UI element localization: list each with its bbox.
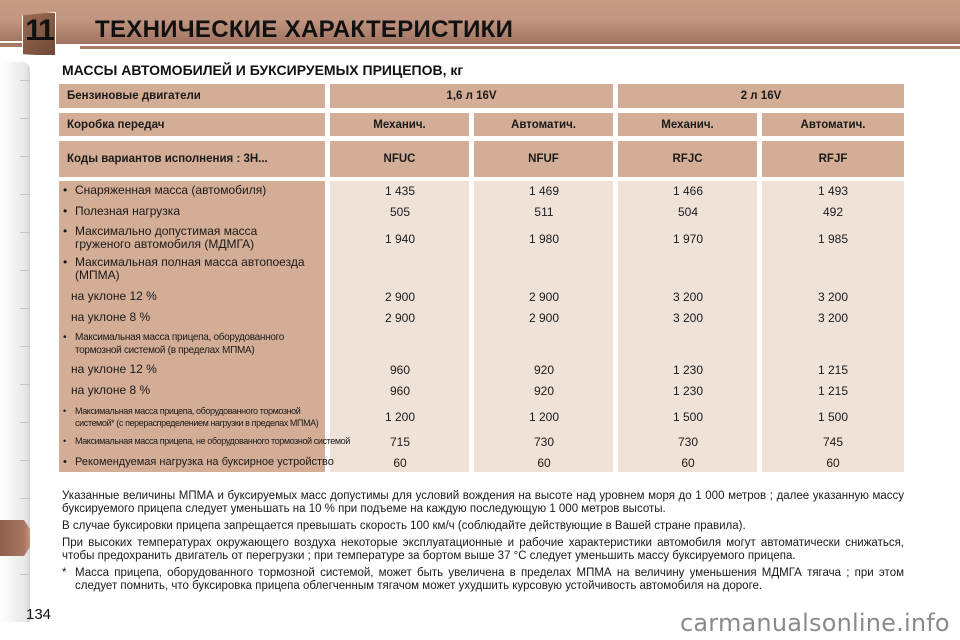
code-cell: NFUF bbox=[474, 141, 613, 177]
value-cell: 60 bbox=[537, 456, 551, 470]
footnote-mark: * bbox=[62, 567, 67, 579]
values-column-nfuc bbox=[330, 181, 469, 472]
rail-divider bbox=[20, 308, 30, 309]
row-label: • Максимальная масса прицепа, не оборудованного тормозной системой bbox=[64, 435, 350, 448]
footnote-text: Масса прицепа, оборудованного тормозной системой, может быть увеличена в пределах МПМА на величину уменьшения МДМГА тягача ; при этом следует помнить, что буксировка прицепа облегченным тягачом может ухудшить курсовую устойчивость автомобиля на дороге. bbox=[75, 567, 904, 592]
value-cell: 504 bbox=[677, 205, 699, 219]
codes-row-label: Коды вариантов исполнения : 3H... bbox=[59, 141, 325, 177]
value-cell: 730 bbox=[677, 435, 699, 449]
value-cell: 1 466 bbox=[672, 184, 704, 198]
value-cell: 3 200 bbox=[672, 290, 704, 304]
value-cell: 1 500 bbox=[672, 410, 704, 424]
value-cell: 511 bbox=[534, 205, 554, 219]
header-rule-left bbox=[0, 44, 24, 47]
gearbox-cell: Механич. bbox=[330, 113, 469, 136]
gearbox-cell: Механич. bbox=[618, 113, 757, 136]
value-cell: 1 500 bbox=[817, 410, 849, 424]
rail-divider bbox=[20, 118, 30, 119]
code-cell: RFJC bbox=[618, 141, 757, 177]
value-cell: 60 bbox=[393, 456, 407, 470]
value-cell: 3 200 bbox=[817, 311, 849, 325]
value-cell: 3 200 bbox=[672, 311, 704, 325]
value-cell: 1 230 bbox=[672, 363, 704, 377]
notes-section bbox=[62, 490, 904, 597]
row-label: на уклоне 8 % bbox=[71, 310, 151, 324]
rail-divider bbox=[20, 194, 30, 195]
section-title: МАССЫ АВТОМОБИЛЕЙ И БУКСИРУЕМЫХ ПРИЦЕПОВ, кг bbox=[62, 62, 464, 78]
value-cell: 730 bbox=[533, 435, 555, 449]
gearbox-cell: Автоматич. bbox=[474, 113, 613, 136]
row-label: на уклоне 12 % bbox=[71, 362, 157, 376]
row-label: • Максимально допустимая масса груженого автомобиля (МДМГА) bbox=[64, 225, 257, 251]
value-cell: 1 493 bbox=[817, 184, 849, 198]
gearbox-row-label: Коробка передач bbox=[59, 113, 325, 136]
gearbox-cell: Автоматич. bbox=[762, 113, 904, 136]
footnote bbox=[62, 567, 904, 593]
value-cell: 745 bbox=[822, 435, 844, 449]
value-cell: 1 970 bbox=[672, 232, 704, 246]
row-label: на уклоне 8 % bbox=[71, 383, 151, 397]
rail-divider bbox=[20, 270, 30, 271]
watermark: carmanualsonline.info bbox=[680, 609, 950, 637]
value-cell: 2 900 bbox=[528, 290, 560, 304]
rail-divider bbox=[20, 80, 30, 81]
code-cell: RFJF bbox=[762, 141, 904, 177]
page-number: 134 bbox=[26, 606, 52, 623]
chapter-tab-active-11[interactable] bbox=[0, 520, 30, 556]
header-rule-left-white bbox=[0, 41, 24, 43]
value-cell: 2 900 bbox=[384, 290, 416, 304]
values-column-nfuf bbox=[474, 181, 613, 472]
chapter-title: ТЕХНИЧЕСКИЕ ХАРАКТЕРИСТИКИ bbox=[95, 16, 514, 43]
row-label: • Максимальная масса прицепа, оборудованного тормозной системой* (с перераспределением нагрузки в пределах МПМА) bbox=[64, 405, 318, 429]
engine-16-header: 1,6 л 16V bbox=[330, 84, 613, 108]
value-cell: 2 900 bbox=[528, 311, 560, 325]
note-speed-limit: В случае буксировки прицепа запрещается превышать скорость 100 км/ч (соблюдайте действующие в Вашей стране правила). bbox=[62, 520, 746, 532]
rail-divider bbox=[20, 422, 30, 423]
value-cell: 1 200 bbox=[384, 410, 416, 424]
engine-20-header: 2 л 16V bbox=[618, 84, 904, 108]
value-cell: 960 bbox=[389, 363, 411, 377]
engine-row-label: Бензиновые двигатели bbox=[59, 84, 325, 108]
value-cell: 60 bbox=[826, 456, 840, 470]
value-cell: 920 bbox=[533, 363, 555, 377]
value-cell: 1 230 bbox=[672, 384, 704, 398]
row-label: • Полезная нагрузка bbox=[64, 205, 180, 218]
value-cell: 1 215 bbox=[817, 384, 849, 398]
row-label: • Максимальная полная масса автопоезда (МПМА) bbox=[64, 256, 305, 282]
row-label: • Рекомендуемая нагрузка на буксирное устройство bbox=[64, 456, 334, 469]
rail-divider bbox=[20, 498, 30, 499]
value-cell: 492 bbox=[822, 205, 844, 219]
rail-divider bbox=[20, 460, 30, 461]
value-cell: 715 bbox=[389, 435, 411, 449]
values-column-rfjc bbox=[618, 181, 757, 472]
value-cell: 1 985 bbox=[817, 232, 849, 246]
value-cell: 3 200 bbox=[817, 290, 849, 304]
value-cell: 1 940 bbox=[384, 232, 416, 246]
rail-divider bbox=[20, 346, 30, 347]
chapter-number: 11 bbox=[25, 14, 53, 47]
value-cell: 920 bbox=[533, 384, 555, 398]
value-cell: 1 435 bbox=[384, 184, 416, 198]
rail-divider bbox=[20, 232, 30, 233]
note-altitude: Указанные величины МПМА и буксируемых масс допустимы для условий вождения на высоте над уровнем моря до 1 000 метров ; далее указанную массу буксируемого прицепа следует уменьшать на 10 % при подъеме на каждую последующую 1 000 метров высоты. bbox=[62, 490, 904, 515]
value-cell: 1 215 bbox=[817, 363, 849, 377]
value-cell: 60 bbox=[681, 456, 695, 470]
rail-divider bbox=[20, 574, 30, 575]
row-label: на уклоне 12 % bbox=[71, 289, 157, 303]
value-cell: 2 900 bbox=[384, 311, 416, 325]
value-cell: 505 bbox=[389, 205, 411, 219]
value-cell: 960 bbox=[389, 384, 411, 398]
rail-divider bbox=[20, 156, 30, 157]
row-label: • Снаряженная масса (автомобиля) bbox=[64, 184, 266, 197]
note-high-temperature: При высоких температурах окружающего воздуха некоторые эксплуатационные и рабочие характеристики автомобиля могут автоматически снижаться, чтобы предохранить двигатель от перегрузки ; при температуре за бортом выше 37 °C следует уменьшить массу буксируемого прицепа. bbox=[62, 537, 904, 562]
values-column-rfjf bbox=[762, 181, 904, 472]
header-rule bbox=[80, 46, 960, 49]
value-cell: 1 200 bbox=[528, 410, 560, 424]
row-label: • Максимальная масса прицепа, оборудованного тормозной системой (в пределах МПМА) bbox=[64, 331, 284, 357]
code-cell: NFUC bbox=[330, 141, 469, 177]
rail-divider bbox=[20, 384, 30, 385]
value-cell: 1 469 bbox=[528, 184, 560, 198]
value-cell: 1 980 bbox=[528, 232, 560, 246]
